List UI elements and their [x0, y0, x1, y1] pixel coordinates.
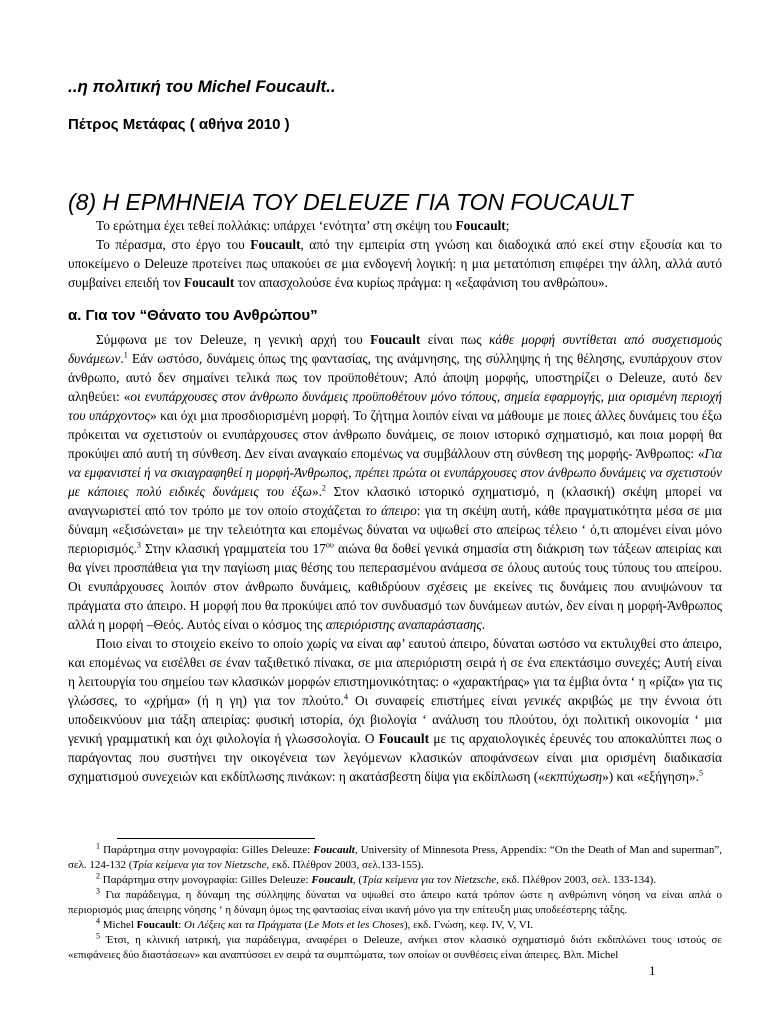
footnote-ref-5[interactable]: 5: [698, 768, 703, 778]
footnote-4: $^4$ Michel Foucault: Οι Λέξεις και τα Πράγματα (Le Mots et les Choses), εκδ. Γνώση, κεφ. IV, V, VI.: [96, 916, 534, 931]
document-author: Πέτρος Μετάφας ( αθήνα 2010 ): [68, 116, 290, 133]
footnote-separator: [117, 838, 315, 839]
body-text: [68, 216, 722, 786]
document-title: ..η πολιτική του Michel Foucault..: [68, 77, 336, 96]
footnote-1: $^1$ Παράρτημα στην μονογραφία: Gilles Deleuze: Foucault, University of Minnesota Press, Appendix: “On the Death of Man and superman”, σελ. 124-132 (Τρία κείμενα για τον Nietzsche, εκδ. Πλέθρον 2003, σελ.133-155).: [68, 841, 722, 871]
section-paragraph-1: Σύμφωνα με τον Deleuze, η γενική αρχή του Foucault είναι πως κάθε μορφή συντίθεται από συσχετισμούς δυνάμεων.$^1$ Εάν ωστόσο, δυνάμεις όπως της φαντασίας, της ανάμνησης, της σύλληψης ή της θέλησης, ενυπάρχουν στον άνθρωπο, αυτό δεν σημαίνει τελικά πως τον προϋποθέτουν; Από άποψη μορφής, υποστηρίζει ο Deleuze, αυτό δεν αληθεύει: «οι ενυπάρχουσες στον άνθρωπο δυνάμεις προϋποθέτουν μόνο τόπους, σημεία εφαρμογής, μια ορισμένη περιοχή του υπάρχοντος» και όχι μια προσδιορισμένη μορφή. Το ζήτημα λοιπόν είναι να μάθουμε με ποιες άλλες δυνάμεις του έξω πρόκειται να σχετιστούν οι ενυπάρχουσες στον άνθρωπο δυνάμεις, σε ποιον ιστορικό σχηματισμό, και ποια μορφή θα προκύψει από αυτή τη σύνθεση. Δεν είναι αναγκαίο επομένως να συμβάλλουν στη σύνθεση της μορφής- Άνθρωπος: «Για να εμφανιστεί ή να σκιαγραφηθεί η μορφή-Άνθρωπος, πρέπει πρώτα οι ενυπάρχουσες στον άνθρωπο δυνάμεις να σχετιστούν με κάποιες πολύ ειδικές δυνάμεις του έξω».$^2$ Στον κλασικό ιστορικό σχηματισμό, η (κλασική) σκέψη μπορεί να αναγνωριστεί από τον τρόπο με τον οποίο στοχάζεται το άπειρο: για τη σκέψη αυτή, κάθε πραγματικότητα μέσα σε μια δύναμη «εξισώνεται» με την τελειότητα και επομένως δύναται να υψωθεί στο απείρως τέλειο ‘ ό,τι απομένει είναι μόνο περιορισμός.$^3$ Στην κλασική γραμματεία του $17^{o\upsilon}$ αιώνα θα δοθεί γενικά σημασία στη διάκριση των τάξεων απειρίας και θα γίνει προσπάθεια για την παγίωση μιας θέσης του πεπερασμένου ανάμεσα σε όλους αυτούς τους τύπους του απείρου. Οι ενυπάρχουσες λοιπόν στον άνθρωπο δυνάμεις, καθιδρύουν σχέσεις με εκείνες τις δυνάμεις που ανυψώνουν τα πράγματα στο άπειρο. Η μορφή που θα προκύψει από τον συνδυασμό των δυνάμεων αυτών, δεν είναι η μορφή-Άνθρωπος αλλά η μορφή –Θεός. Αυτός είναι ο κόσμος της απεριόριστης αναπαράστασης.: [68, 332, 723, 632]
footnote-ref-2[interactable]: 2: [321, 483, 326, 493]
page-number: 1: [649, 963, 656, 978]
footnotes: [68, 843, 722, 963]
footnote-2: $^2$ Παράρτημα στην μονογραφία: Gilles Deleuze: Foucault, (Τρία κείμενα για τον Nietzsche, εκδ. Πλέθρον 2003, σελ. 133-134).: [96, 871, 657, 886]
chapter-title: (8) Η ΕΡΜΗΝΕΙΑ ΤΟΥ DELEUZE ΓΙΑ ΤΟΝ FOUCAULT: [68, 189, 633, 215]
footnote-3: $^3$ Για παράδειγμα, η δύναμη της σύλληψης δύναται να υψωθεί στο άπειρο κατά τρόπον ώστε η ανθρώπινη νόηση να είναι απλά ο περιορισμός μιας άπειρης νόησης ‘ η δύναμη όμως της φαντασίας είναι ικανή μόνο για την επίτευξη μιας υποδεέστερης τάξης.: [68, 886, 722, 916]
footnote-ref-1[interactable]: 1: [123, 350, 128, 360]
intro-paragraph-2: Το πέρασμα, στο έργο του Foucault, από την εμπειρία στη γνώση και διαδοχικά από εκεί στην εξουσία και το υποκείμενο ο Deleuze προτείνει πως υπακούει σε μια ενδογενή λογική: η μια μετατόπιση επιφέρει την άλλη, αλλά αυτό συμβαίνει επειδή τον Foucault τον απασχολούσε ένα κυρίως πράγμα: η «εξαφάνιση του ανθρώπου».: [68, 237, 722, 290]
intro-paragraph-1: Το ερώτημα έχει τεθεί πολλάκις: υπάρχει ‘ενότητα’ στη σκέψη του Foucault;: [96, 218, 510, 233]
section-heading: α. Για τον “Θάνατο του Ανθρώπου”: [68, 307, 318, 324]
footnote-ref-3[interactable]: 3: [136, 540, 141, 550]
footnote-5: $^5$ Έτσι, η κλινική ιατρική, για παράδειγμα, αναφέρει ο Deleuze, ανήκει στον κλασικό σχηματισμό διότι εκδιπλώνει τους ιστούς σε «επιφάνειες δύο διαστάσεων» και αναπτύσσει εν σειρά τα συμπτώματα, των οποίων οι συνθέσεις είναι άπειρες. Βλπ. Michel: [68, 931, 722, 961]
section-paragraph-2: Ποιο είναι το στοιχείο εκείνο το οποίο χωρίς να είναι αφ’ εαυτού άπειρο, δύναται ωστόσο να εκτυλιχθεί στο άπειρο, και επομένως να εισέλθει σε έναν ταξιθετικό πίνακα, σε μια απεριόριστη σειρά ή σε ένα επεκτάσιμο συνεχές; Αυτή είναι η λειτουργία του σημείου των κλασικών μορφών επιστημονικότητας: ο «χαρακτήρας» για τα έμβια όντα ‘ η «ρίζα» για τις γλώσσες, το «χρήμα» (ή η γη) για τον πλούτο.$^4$ Οι συναφείς επιστήμες είναι γενικές ακριβώς με την έννοια ότι υποδεικνύουν μια τάξη απειρίας: φυσική ιστορία, όχι βιολογία ‘ ανάλυση του πλούτου, όχι πολιτική οικονομία ‘ μια γενική γραμματική και όχι φιλολογία ή γλωσσολογία. Ο Foucault με τις αρχαιολογικές έρευνές του αποκαλύπτει πως ο παράγοντας που συστήνει την οικογένεια των λεγόμενων κλασικών αποφάνσεων είναι μια ορισμένη διαδικασία σχηματισμού συνεχειών και εκδίπλωσης πινάκων: η ακατάσβεστη δίψα για εκδίπλωση («εκπτύχωση») και «εξήγηση».$^5$: [68, 636, 722, 784]
footnote-ref-4[interactable]: 4: [344, 692, 349, 702]
ordinal-suffix: ου: [325, 540, 334, 550]
